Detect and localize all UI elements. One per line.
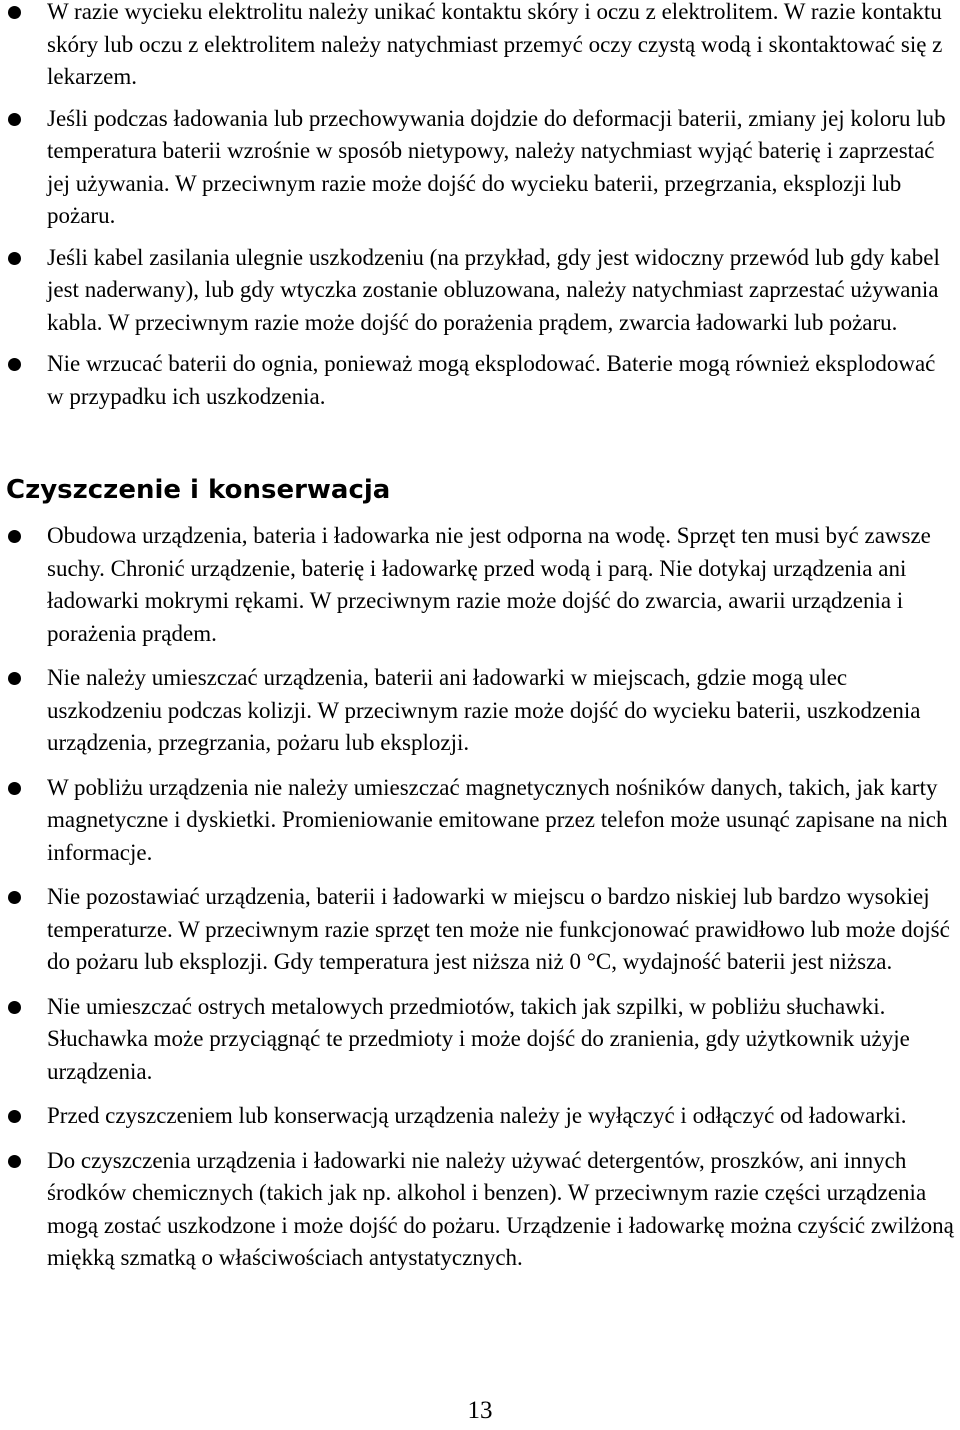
list-item-text: Nie umieszczać ostrych metalowych przedmiotów, takich jak szpilki, w pobliżu słuchawki. Słuchawka może przyciągnąć te przedmioty i może dojść do zranienia, gdy użytkownik użyje urządzenia. [47,993,910,1084]
list-item [0,772,960,870]
list-item [0,103,960,233]
bullet-icon [8,782,21,795]
list-item-text: W pobliżu urządzenia nie należy umieszczać magnetycznych nośników danych, takich, jak karty magnetyczne i dyskietki. Promieniowanie emitowane przez telefon może usunąć zapisane na nich informacje. [47,774,948,865]
list-item [0,991,960,1089]
list-item-text: Obudowa urządzenia, bateria i ładowarka nie jest odporna na wodę. Sprzęt ten musi być zawsze suchy. Chronić urządzenie, baterię i ładowarkę przed wodą i parą. Nie dotykaj urządzenia ani ładowarki mokrymi rękami. W przeciwnym razie może dojść do zwarcia, awarii urządzenia i porażenia prądem. [47,523,931,646]
list-item [0,348,960,413]
bullet-icon [8,358,21,371]
bullet-icon [8,1110,21,1123]
list-item-text: Nie należy umieszczać urządzenia, baterii ani ładowarki w miejscach, gdzie mogą ulec uszkodzeniu podczas kolizji. W przeciwnym razie może dojść do wycieku baterii, uszkodzenia urządzenia, przegrzania, pożaru lub eksplozji. [47,665,921,755]
list-item-text: Przed czyszczeniem lub konserwacją urządzenia należy je wyłączyć i odłączyć od ładowarki. [47,1103,907,1128]
bullet-icon [8,891,21,904]
bullet-icon [8,672,21,685]
list-item [0,242,960,340]
section-heading: Czyszczenie i konserwacja [6,475,391,505]
cleaning-bullet-list [0,520,960,1287]
list-item [0,0,960,94]
bullet-icon [8,113,21,126]
list-item [0,1100,960,1133]
list-item [0,1145,960,1275]
bullet-icon [8,1001,21,1014]
bullet-icon [8,530,21,543]
bullet-icon [8,6,21,19]
list-item-text: Jeśli kabel zasilania ulegnie uszkodzeniu (na przykład, gdy jest widoczny przewód lub gdy kabel jest naderwany), lub gdy wtyczka zostanie obluzowana, należy natychmiast zaprzestać używania kabla. W przeciwnym razie może dojść do porażenia prądem, zwarcia ładowarki lub pożaru. [47,244,940,335]
list-item [0,662,960,760]
list-item-text: Nie pozostawiać urządzenia, baterii i ładowarki w miejscu o bardzo niskiej lub bardzo wysokiej temperaturze. W przeciwnym razie sprzęt ten może nie funkcjonować prawidłowo lub może dojść do pożaru lub eksplozji. Gdy temperatura jest niższa niż 0 °C, wydajność baterii jest niższa. [47,884,950,974]
bullet-icon [8,252,21,265]
list-item-text: W razie wycieku elektrolitu należy unikać kontaktu skóry i oczu z elektrolitem. W razie kontaktu skóry lub oczu z elektrolitem należy natychmiast przemyć oczy czystą wodą i skontaktować się z lekarzem. [47,0,943,89]
list-item-text: Do czyszczenia urządzenia i ładowarki nie należy używać detergentów, proszków, ani innych środków chemicznych (takich jak np. alkohol i benzen). W przeciwnym razie części urządzenia mogą zostać uszkodzone i może dojść do pożaru. Urządzenie i ładowarkę można czyścić zwilżoną miękką szmatką o właściwościach antystatycznych. [47,1147,954,1270]
bullet-icon [8,1155,21,1168]
list-item [0,881,960,979]
list-item-text: Nie wrzucać baterii do ognia, ponieważ mogą eksplodować. Baterie mogą również eksplodować w przypadku ich uszkodzenia. [47,351,936,409]
list-item-text: Jeśli podczas ładowania lub przechowywania dojdzie do deformacji baterii, zmiany jej koloru lub temperatura baterii wzrośnie w sposób nietypowy, należy natychmiast wyjąć baterię i zaprzestać jej używania. W przeciwnym razie może dojść do wycieku baterii, przegrzania, eksplozji lub pożaru. [47,105,946,228]
list-item [0,520,960,650]
page-number: 13 [467,1397,493,1424]
safety-bullet-list [0,0,960,422]
